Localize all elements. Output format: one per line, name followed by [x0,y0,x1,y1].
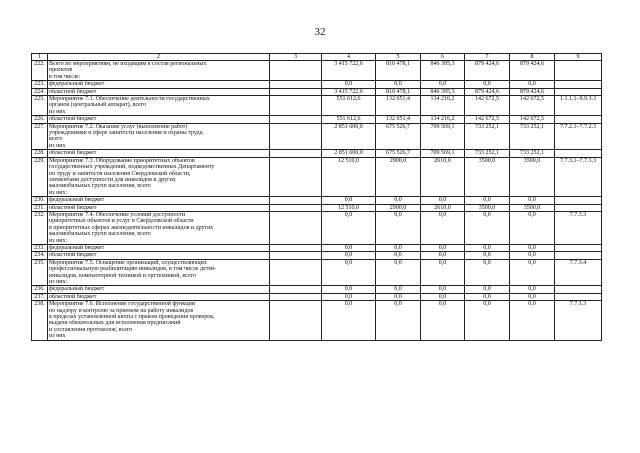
year-1-amount-cell: 0,0 [376,197,421,204]
indicator-code-cell: 7.7.3.3 [555,211,602,244]
row-number-cell: 236. [32,286,48,293]
column-3-cell [270,301,322,340]
year-3-amount-cell: 142 672,5 [465,116,510,123]
row-number-cell: 234. [32,252,48,259]
row-number-cell: 225. [32,96,48,116]
year-4-amount-cell: 3500,0 [510,157,555,196]
year-4-amount-cell: 3500,0 [510,204,555,211]
year-1-amount-cell: 132 051,4 [376,116,421,123]
column-3-cell [270,150,322,157]
year-2-amount-cell: 709 569,1 [421,150,465,157]
indicator-code-cell [555,61,602,81]
year-3-amount-cell: 142 672,5 [465,96,510,116]
description-cell: федеральный бюджет [48,286,270,293]
year-2-amount-cell: 0,0 [421,252,465,259]
description-cell: областной бюджет [48,252,270,259]
indicator-code-cell: 7.7.3.1–7.7.3.3 [555,157,602,196]
description-cell: Мероприятие 7.4. Обеспечение условий доступности приоритетных объектов и услуг в Свердловской области в приоритетных сферах жизнедеятельности инвалидов и других маломобильных групп населения, всего из них: [48,211,270,244]
column-3-cell [270,123,322,150]
description-cell: областной бюджет [48,150,270,157]
year-1-amount-cell: 0,0 [376,244,421,251]
description-cell: федеральный бюджет [48,197,270,204]
year-2-amount-cell: 0,0 [421,293,465,300]
year-3-amount-cell: 0,0 [465,293,510,300]
total-amount-cell: 0,0 [322,81,376,88]
column-header: 1 [32,54,48,61]
row-number-cell: 223. [32,81,48,88]
description-cell: Всего по мероприятиям, не входящим в состав региональных проектов в том числе: [48,61,270,81]
indicator-code-cell [555,150,602,157]
table-row [32,204,602,211]
program-budget-table [31,53,602,341]
column-3-cell [270,88,322,95]
indicator-code-cell [555,244,602,251]
table-row [32,259,602,286]
row-number-cell: 233. [32,244,48,251]
column-header: 6 [421,54,465,61]
year-1-amount-cell: 0,0 [376,81,421,88]
table-row [32,286,602,293]
total-amount-cell: 12 510,0 [322,204,376,211]
table-row [32,116,602,123]
column-3-cell [270,197,322,204]
table-row [32,157,602,196]
year-3-amount-cell: 0,0 [465,211,510,244]
description-cell: федеральный бюджет [48,81,270,88]
table-row [32,211,602,244]
total-amount-cell: 0,0 [322,286,376,293]
description-cell: Мероприятие 7.5. Оснащение организаций, осуществляющих профессиональную реабилитацию инвалидов, в том числе детей- инвалидов, компьютерной техникой и оргтехникой, всего из них: [48,259,270,286]
description-cell: Мероприятие 7.2. Оказание услуг (выполнение работ) учреждениями в сфере занятости населения и охраны труда, всего из них [48,123,270,150]
year-3-amount-cell: 0,0 [465,81,510,88]
year-1-amount-cell: 0,0 [376,293,421,300]
total-amount-cell: 0,0 [322,293,376,300]
column-header: 7 [465,54,510,61]
description-cell: областной бюджет [48,88,270,95]
indicator-code-cell [555,116,602,123]
column-3-cell [270,293,322,300]
column-3-cell [270,157,322,196]
column-header: 5 [376,54,421,61]
total-amount-cell: 0,0 [322,259,376,286]
year-1-amount-cell: 0,0 [376,286,421,293]
row-number-cell: 230. [32,197,48,204]
table-row [32,96,602,116]
year-1-amount-cell: 2900,0 [376,204,421,211]
year-4-amount-cell: 142 672,5 [510,96,555,116]
year-2-amount-cell: 0,0 [421,301,465,340]
total-amount-cell: 0,0 [322,244,376,251]
year-4-amount-cell: 0,0 [510,211,555,244]
column-3-cell [270,211,322,244]
year-3-amount-cell: 0,0 [465,252,510,259]
year-4-amount-cell: 142 672,5 [510,116,555,123]
indicator-code-cell [555,252,602,259]
year-4-amount-cell: 0,0 [510,259,555,286]
table-row [32,197,602,204]
year-1-amount-cell: 0,0 [376,252,421,259]
table-row [32,81,602,88]
column-header: 2 [48,54,270,61]
indicator-code-cell: 7.7.1.3 [555,301,602,340]
row-number-cell: 235. [32,259,48,286]
description-cell: федеральный бюджет [48,244,270,251]
year-2-amount-cell: 846 395,3 [421,88,465,95]
table-row [32,244,602,251]
row-number-cell: 222. [32,61,48,81]
year-2-amount-cell: 0,0 [421,286,465,293]
year-2-amount-cell: 2610,0 [421,157,465,196]
year-3-amount-cell: 3500,0 [465,157,510,196]
total-amount-cell: 0,0 [322,197,376,204]
indicator-code-cell [555,81,602,88]
year-2-amount-cell: 2610,0 [421,204,465,211]
column-header: 8 [510,54,555,61]
column-header: 3 [270,54,322,61]
year-1-amount-cell: 0,0 [376,259,421,286]
column-3-cell [270,96,322,116]
year-3-amount-cell: 733 252,1 [465,123,510,150]
year-1-amount-cell: 810 478,1 [376,61,421,81]
indicator-code-cell: 7.7.2.1–7.7.2.3 [555,123,602,150]
total-amount-cell: 551 612,6 [322,96,376,116]
year-2-amount-cell: 709 569,1 [421,123,465,150]
column-3-cell [270,204,322,211]
description-cell: Мероприятие 7.1. Обеспечение деятельности государственных органов (центральный аппарат), всего из них [48,96,270,116]
row-number-cell: 231. [32,204,48,211]
year-2-amount-cell: 0,0 [421,259,465,286]
year-2-amount-cell: 0,0 [421,197,465,204]
table-row [32,123,602,150]
table-row [32,252,602,259]
total-amount-cell: 12 510,0 [322,157,376,196]
year-4-amount-cell: 733 252,1 [510,123,555,150]
indicator-code-cell [555,293,602,300]
total-amount-cell: 551 612,6 [322,116,376,123]
total-amount-cell: 3 415 722,6 [322,88,376,95]
year-3-amount-cell: 0,0 [465,197,510,204]
row-number-cell: 238. [32,301,48,340]
column-header: 4 [322,54,376,61]
year-1-amount-cell: 132 051,4 [376,96,421,116]
total-amount-cell: 3 415 722,6 [322,61,376,81]
year-4-amount-cell: 0,0 [510,252,555,259]
year-4-amount-cell: 0,0 [510,301,555,340]
year-1-amount-cell: 810 478,1 [376,88,421,95]
column-header: 9 [555,54,602,61]
total-amount-cell: 0,0 [322,211,376,244]
total-amount-cell: 2 851 600,0 [322,123,376,150]
row-number-cell: 229. [32,157,48,196]
indicator-code-cell [555,286,602,293]
indicator-code-cell: 1.1.1.1–9.9.3.3 [555,96,602,116]
year-2-amount-cell: 0,0 [421,244,465,251]
indicator-code-cell: 7.7.3.4 [555,259,602,286]
year-3-amount-cell: 3500,0 [465,204,510,211]
column-3-cell [270,252,322,259]
row-number-cell: 227. [32,123,48,150]
table-row [32,61,602,81]
row-number-cell: 228. [32,150,48,157]
table-row [32,293,602,300]
year-1-amount-cell: 0,0 [376,211,421,244]
year-2-amount-cell: 0,0 [421,211,465,244]
page-number: 32 [314,26,326,38]
year-3-amount-cell: 879 424,6 [465,88,510,95]
description-cell: Мероприятие 7.6. Исполнение государственной функции по надзору и контролю за приемом на работу инвалидов в пределах установленной квоты с правом проведения проверок, выдачи обязательных для исполнения предписаний и составления протоколов, всего из них [48,301,270,340]
indicator-code-cell [555,88,602,95]
total-amount-cell: 2 851 600,0 [322,150,376,157]
indicator-code-cell [555,204,602,211]
column-3-cell [270,61,322,81]
year-2-amount-cell: 134 216,2 [421,116,465,123]
table-row [32,150,602,157]
year-2-amount-cell: 134 216,2 [421,96,465,116]
description-cell: Мероприятие 7.3. Оборудование приоритетных объектов государственных учреждений, подведомственных Департаменту по труду и занятости населения Свердловской области, элементами доступности для инвалидов и других маломобильных групп населения, всего из них: [48,157,270,196]
row-number-cell: 224. [32,88,48,95]
year-2-amount-cell: 846 395,3 [421,61,465,81]
table-row [32,88,602,95]
year-3-amount-cell: 0,0 [465,259,510,286]
year-1-amount-cell: 2900,0 [376,157,421,196]
year-3-amount-cell: 0,0 [465,286,510,293]
year-1-amount-cell: 675 526,7 [376,123,421,150]
description-cell: областной бюджет [48,293,270,300]
year-3-amount-cell: 0,0 [465,244,510,251]
column-3-cell [270,286,322,293]
year-2-amount-cell: 0,0 [421,81,465,88]
description-cell: областной бюджет [48,204,270,211]
column-3-cell [270,81,322,88]
year-3-amount-cell: 733 252,1 [465,150,510,157]
description-cell: областной бюджет [48,116,270,123]
year-4-amount-cell: 733 252,1 [510,150,555,157]
year-4-amount-cell: 0,0 [510,293,555,300]
row-number-cell: 237. [32,293,48,300]
year-3-amount-cell: 0,0 [465,301,510,340]
year-4-amount-cell: 0,0 [510,244,555,251]
year-4-amount-cell: 0,0 [510,81,555,88]
row-number-cell: 232. [32,211,48,244]
year-3-amount-cell: 879 424,6 [465,61,510,81]
year-4-amount-cell: 0,0 [510,197,555,204]
indicator-code-cell [555,197,602,204]
total-amount-cell: 0,0 [322,252,376,259]
year-1-amount-cell: 0,0 [376,301,421,340]
year-4-amount-cell: 0,0 [510,286,555,293]
table-header-row [32,54,602,61]
row-number-cell: 226. [32,116,48,123]
column-3-cell [270,259,322,286]
total-amount-cell: 0,0 [322,301,376,340]
year-4-amount-cell: 879 424,6 [510,88,555,95]
column-3-cell [270,116,322,123]
year-4-amount-cell: 879 424,6 [510,61,555,81]
column-3-cell [270,244,322,251]
year-1-amount-cell: 675 526,7 [376,150,421,157]
table-row [32,301,602,340]
